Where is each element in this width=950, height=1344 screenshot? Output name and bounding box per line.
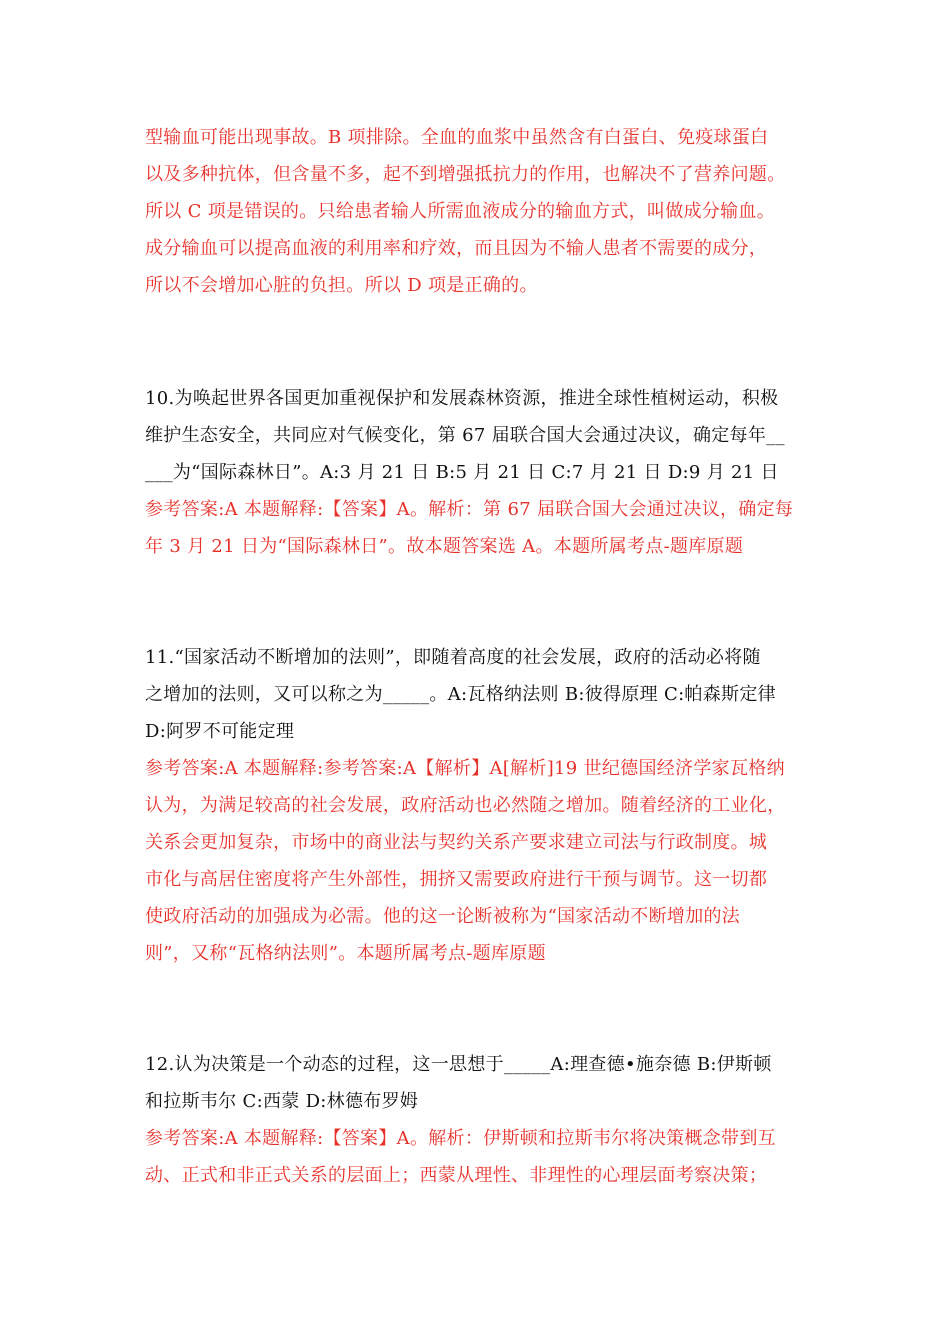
question-line: 维护生态安全，共同应对气候变化，第 67 届联合国大会通过决议，确定每年__ <box>145 425 785 446</box>
answer-line: 所以 C 项是错误的。只给患者输人所需血液成分的输血方式，叫做成分输血。 <box>145 201 776 222</box>
answer-line: 参考答案:A 本题解释:【答案】A。解析：伊斯顿和拉斯韦尔将决策概念带到互 <box>145 1128 776 1149</box>
question-line: 10.为唤起世界各国更加重视保护和发展森林资源，推进全球性植树运动，积极 <box>145 388 779 409</box>
question-line: D:阿罗不可能定理 <box>145 721 295 742</box>
answer-line: 动、正式和非正式关系的层面上；西蒙从理性、非理性的心理层面考察决策； <box>145 1165 768 1186</box>
answer-line: 所以不会增加心脏的负担。所以 D 项是正确的。 <box>145 275 538 296</box>
answer-line: 以及多种抗体，但含量不多，起不到增强抵抗力的作用，也解决不了营养问题。 <box>145 164 786 185</box>
question-11 <box>145 639 810 972</box>
question-12 <box>145 1046 810 1194</box>
question-line: 12.认为决策是一个动态的过程，这一思想于_____A:理查德•施奈德 B:伊斯顿 <box>145 1054 772 1075</box>
answer-line: 型输血可能出现事故。B 项排除。全血的血浆中虽然含有白蛋白、免疫球蛋白 <box>145 127 769 148</box>
answer-line: 参考答案:A 本题解释:【答案】A。解析：第 67 届联合国大会通过决议，确定每 <box>145 499 794 520</box>
answer-line: 参考答案:A 本题解释:参考答案:A【解析】A[解析]19 世纪德国经济学家瓦格纳 <box>145 758 785 779</box>
answer-line: 市化与高居住密度将产生外部性，拥挤又需要政府进行干预与调节。这一切都 <box>145 869 768 890</box>
answer-line: 成分输血可以提高血液的利用率和疗效，而且因为不输人患者不需要的成分， <box>145 238 768 259</box>
answer-line: 关系会更加复杂，市场中的商业法与契约关系产要求建立司法与行政制度。城 <box>145 832 768 853</box>
answer-line: 年 3 月 21 日为“国际森林日”。故本题答案选 A。本题所属考点-题库原题 <box>145 536 744 557</box>
question-line: 和拉斯韦尔 C:西蒙 D:林德布罗姆 <box>145 1091 419 1112</box>
answer-line: 则”，又称“瓦格纳法则”。本题所属考点-题库原题 <box>145 943 546 964</box>
previous-answer-continuation <box>145 119 810 304</box>
question-line: 11.“国家活动不断增加的法则”，即随着高度的社会发展，政府的活动必将随 <box>145 647 761 668</box>
question-line: 之增加的法则，又可以称之为_____。A:瓦格纳法则 B:彼得原理 C:帕森斯定律 <box>145 684 776 705</box>
question-line: ___为“国际森林日”。A:3 月 21 日 B:5 月 21 日 C:7 月 21 日 D:9 月 21 日 <box>145 462 779 483</box>
answer-line: 使政府活动的加强成为必需。他的这一论断被称为“国家活动不断增加的法 <box>145 906 741 927</box>
answer-line: 认为，为满足较高的社会发展，政府活动也必然随之增加。随着经济的工业化， <box>145 795 786 816</box>
question-10 <box>145 380 810 565</box>
